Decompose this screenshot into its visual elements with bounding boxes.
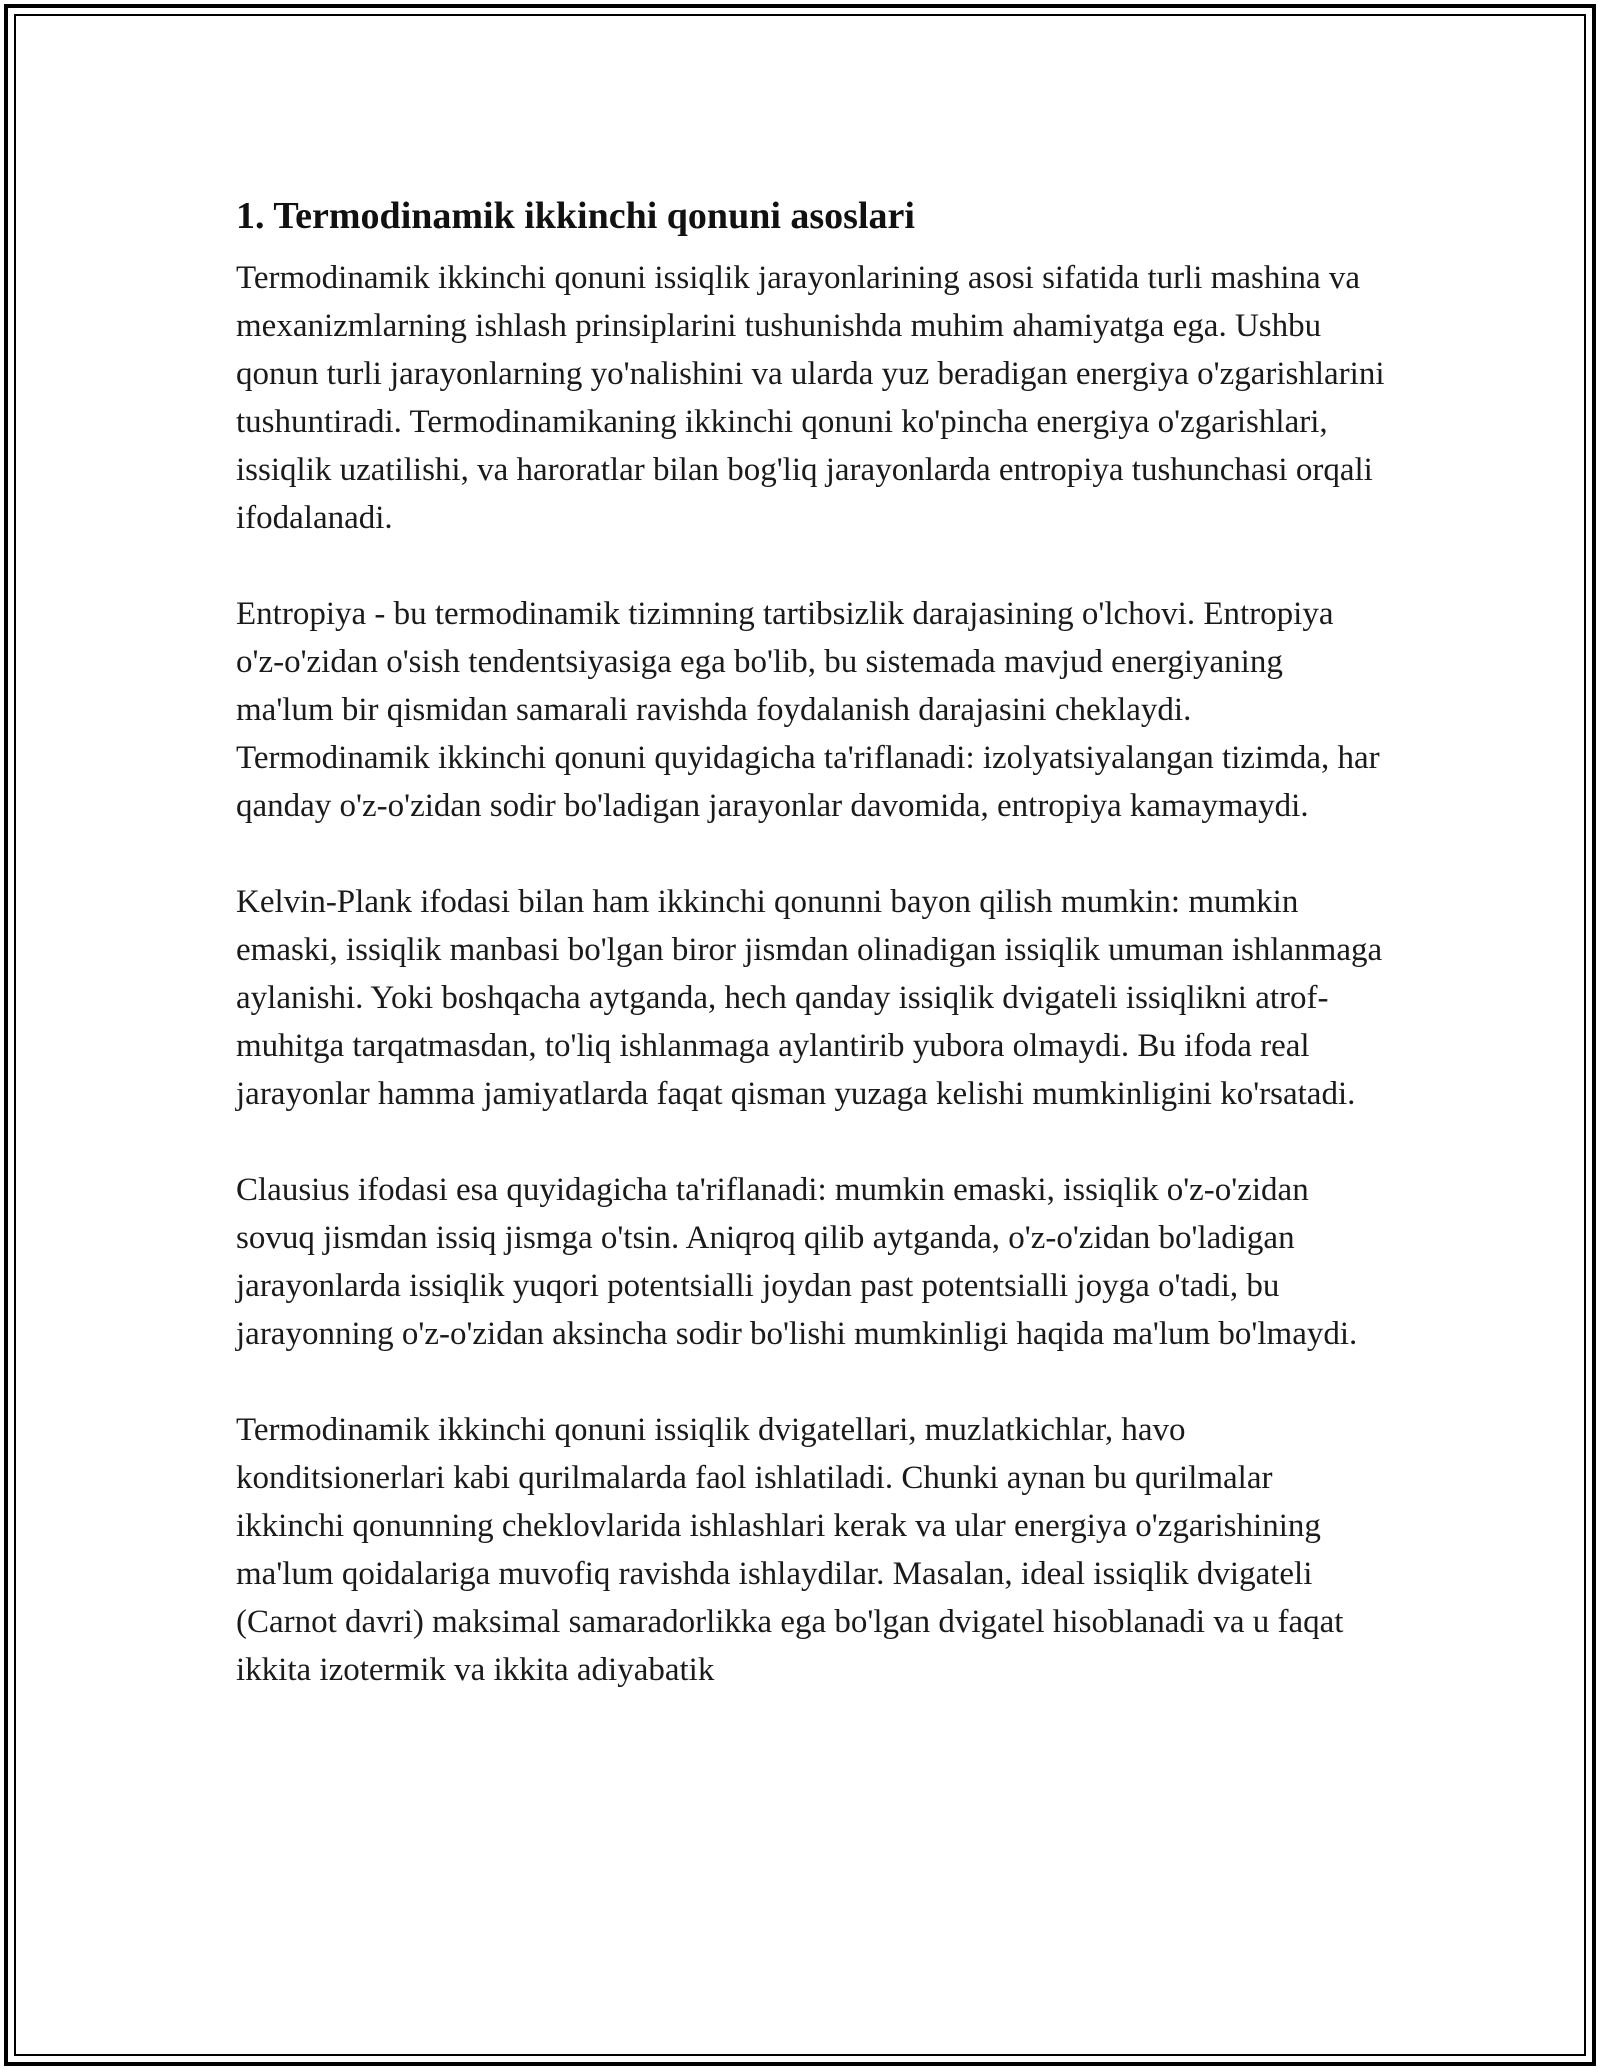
paragraph-applications: Termodinamik ikkinchi qonuni issiqlik dvigatellari, muzlatkichlar, havo konditsionerlari kabi qurilmalarda faol ishlatiladi. Chunki aynan bu qurilmalar ikkinchi qonunning cheklovlarida ishlashlari kerak va ular energiya o'zgarishining ma'lum qoidalariga muvofiq ravishda ishlaydilar. Masalan, ideal issiqlik dvigateli (Carnot davri) maksimal samaradorlikka ega bo'lgan dvigatel hisoblanadi va u faqat ikkita izotermik va ikkita adiyabatik (236, 1412, 1344, 1688)
paragraph-clausius: Clausius ifodasi esa quyidagicha ta'riflanadi: mumkin emaski, issiqlik o'z-o'zidan sovuq jismdan issiq jismga o'tsin. Aniqroq qilib aytganda, o'z-o'zidan bo'ladigan jarayonlarda issiqlik yuqori potentsialli joydan past potentsialli joyga o'tadi, bu jarayonning o'z-o'zidan aksincha sodir bo'lishi mumkinligi haqida ma'lum bo'lmaydi. (236, 1172, 1358, 1352)
paragraph-intro: Termodinamik ikkinchi qonuni issiqlik jarayonlarining asosi sifatida turli mashina va mexanizmlarning ishlash prinsiplarini tushunishda muhim ahamiyatga ega. Ushbu qonun turli jarayonlarning yo'nalishini va ularda yuz beradigan energiya o'zgarishlarini tushuntiradi. Termodinamikaning ikkinchi qonuni ko'pincha energiya o'zgarishlari, issiqlik uzatilishi, va haroratlar bilan bog'liq jarayonlarda entropiya tushunchasi orqali ifodalanadi. (236, 260, 1385, 536)
paragraph-entropy: Entropiya - bu termodinamik tizimning tartibsizlik darajasining o'lchovi. Entropiya o'z-o'zidan o'sish tendentsiyasiga ega bo'lib, bu sistemada mavjud energiyaning ma'lum bir qismidan samarali ravishda foydalanish darajasini cheklaydi. Termodinamik ikkinchi qonuni quyidagicha ta'riflanadi: izolyatsiyalangan tizimda, har qanday o'z-o'zidan sodir bo'ladigan jarayonlar davomida, entropiya kamaymaydi. (236, 596, 1380, 824)
section-heading: 1. Termodinamik ikkinchi qonuni asoslari (236, 195, 915, 237)
document-body (236, 186, 1386, 1742)
paragraph-kelvin-plank: Kelvin-Plank ifodasi bilan ham ikkinchi qonunni bayon qilish mumkin: mumkin emaski, issiqlik manbasi bo'lgan biror jismdan olinadigan issiqlik umuman ishlanmaga aylanishi. Yoki boshqacha aytganda, hech qanday issiqlik dvigateli issiqlikni atrof-muhitga tarqatmasdan, to'liq ishlanmaga aylantirib yubora olmaydi. Bu ifoda real jarayonlar hamma jamiyatlarda faqat qisman yuzaga kelishi mumkinligini ko'rsatadi. (236, 884, 1383, 1112)
